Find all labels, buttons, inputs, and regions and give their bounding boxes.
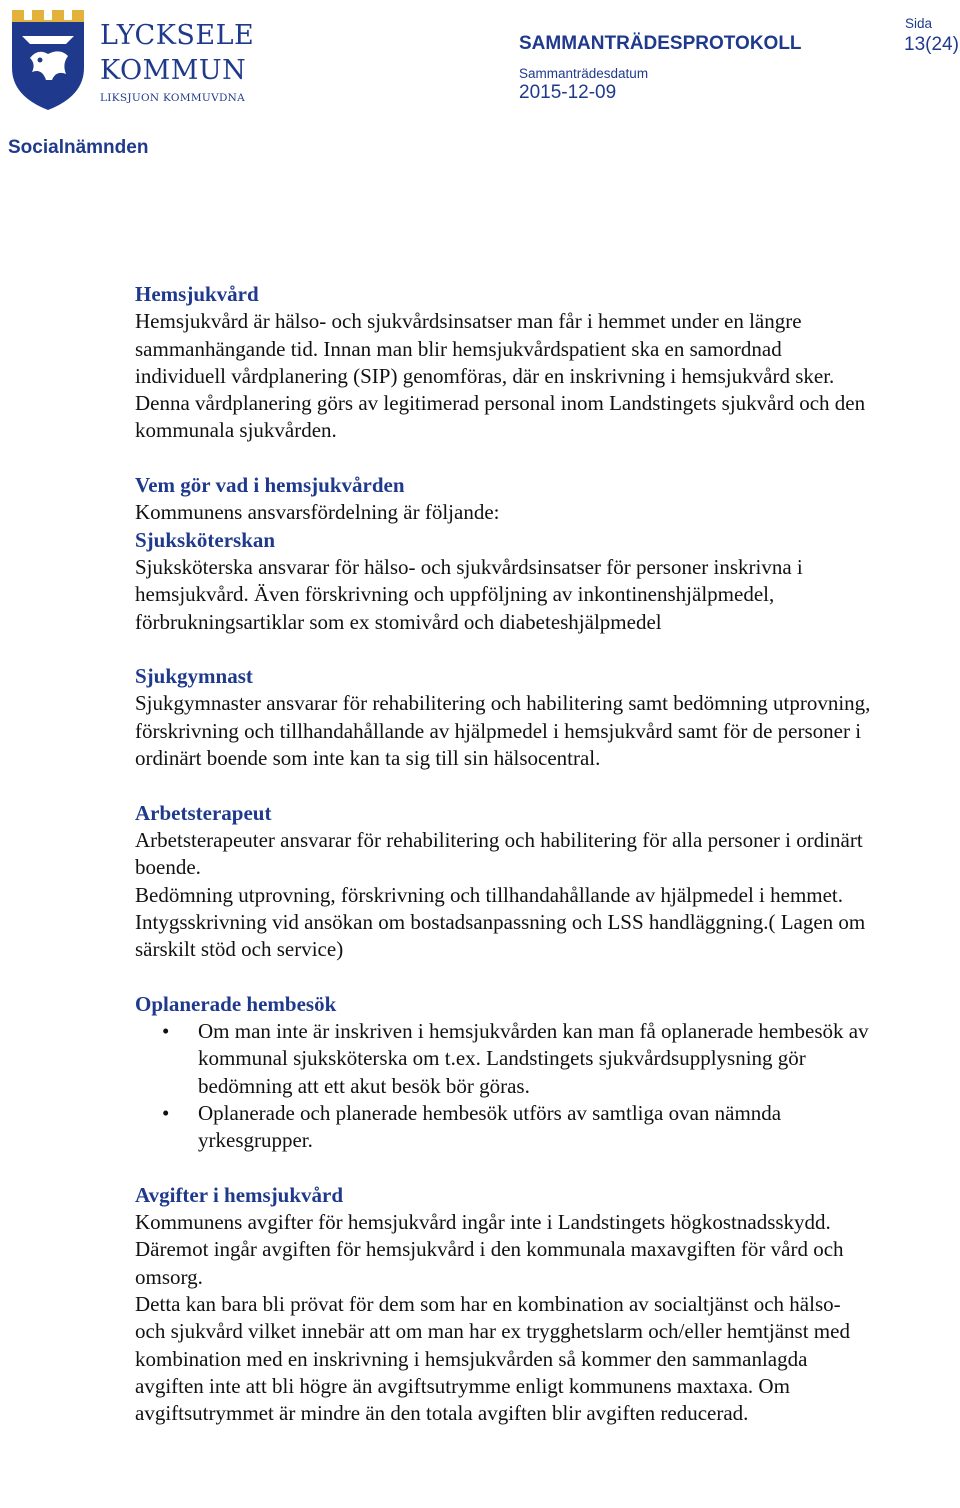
paragraph-hemsjukvard: Hemsjukvård är hälso- och sjukvårdsinsatser man får i hemmet under en längre sammanhängande tid. Innan man blir hemsjukvårdspatient ska en samordnad individuell vårdplanering (SIP) genomföras, där en inskrivning i hemsjukvård sker. Denna vårdplanering görs av legitimerad personal inom Landstingets sjukvård och den kommunala sjukvården.: [135, 309, 866, 443]
paragraph-avgifter-2: Detta kan bara bli prövat för dem som har en kombination av socialtjänst och hälso- och sjukvård vilket innebär att om man har ex trygghetslarm och/eller hemtjänst med kombination med en inskrivning i hemsjukvården så kommer den sammanlagda avgiften inte att bli högre än avgiftsutrymme enligt kommunens maxtaxa. Om avgiftsutrymmet är mindre än den totala avgiften blir avgiften reducerad.: [135, 1291, 850, 1426]
section-heading-avgifter: Avgifter i hemsjukvård: [135, 1182, 344, 1207]
meeting-date: 2015-12-09: [519, 82, 617, 103]
protocol-title: SAMMANTRÄDESPROTOKOLL: [519, 33, 802, 54]
list-item-text: Oplanerade och planerade hembesök utförs av samtliga ovan nämnda yrkesgrupper.: [198, 1100, 782, 1153]
paragraph-vem: Kommunens ansvarsfördelning är följande:: [135, 500, 500, 525]
bullet-icon: •: [162, 1100, 170, 1125]
section-heading-sjukgymnast: Sjukgymnast: [135, 664, 253, 689]
section-heading-sjukskoterskan: Sjuksköterskan: [135, 527, 276, 552]
section-heading-vem: Vem gör vad i hemsjukvården: [135, 473, 405, 498]
logo-wordmark: [100, 22, 254, 104]
paragraph-arbetsterapeut-2: Bedömning utprovning, förskrivning och tillhandahållande av hjälpmedel i hemmet. Intygsskrivning vid ansökan om bostadsanpassning och LSS handläggning.( Lagen om särskilt stöd och service): [135, 882, 866, 962]
department-name: Socialnämnden: [8, 137, 149, 158]
list-item: [135, 1018, 875, 1100]
list-item-text: Om man inte är inskriven i hemsjukvården kan man få oplanerade hembesök av kommunal sjuksköterska om t.ex. Landstingets sjukvårdsupplysning gör bedömning att ett akut besök bör göras.: [198, 1019, 869, 1098]
bullet-list: [135, 1018, 875, 1154]
page-number: 13(24): [904, 34, 959, 55]
section-heading-oplanerade: Oplanerade hembesök: [135, 991, 337, 1016]
list-item: [135, 1100, 875, 1155]
bullet-icon: •: [162, 1019, 170, 1044]
logo-line-3: LIKSJUON KOMMUVDNA: [100, 92, 246, 104]
paragraph-arbetsterapeut-1: Arbetsterapeuter ansvarar för rehabilitering och habilitering för alla personer i ordinärt boende.: [135, 827, 863, 880]
section-heading-hemsjukvard: Hemsjukvård: [135, 282, 259, 306]
paragraph-sjukskoterskan: Sjuksköterska ansvarar för hälso- och sjukvårdsinsatser för personer inskrivna i hemsjukvård. Även förskrivning och uppföljning av inkontinenshjälpmedel, förbrukningsartiklar som ex stomivård och diabeteshjälpmedel: [135, 554, 803, 634]
coat-of-arms-icon: [8, 8, 88, 112]
document-body: [135, 281, 875, 1427]
logo-line-2: KOMMUN: [100, 55, 247, 86]
meeting-date-label: Sammanträdesdatum: [519, 66, 649, 81]
logo-line-1: LYCKSELE: [100, 20, 255, 51]
paragraph-avgifter-1: Kommunens avgifter för hemsjukvård ingår inte i Landstingets högkostnadsskydd. Däremot ingår avgiften för hemsjukvård i den kommunala maxavgiften för vård och omsorg.: [135, 1210, 844, 1289]
section-heading-arbetsterapeut: Arbetsterapeut: [135, 800, 272, 825]
paragraph-sjukgymnast: Sjukgymnaster ansvarar för rehabilitering och habilitering samt bedömning utprovning, förskrivning och tillhandahållande av hjälpmedel i hemsjukvård samt för de personer i ordinärt boende som inte kan ta sig till sin hälsocentral.: [135, 691, 871, 771]
page-label: Sida: [905, 16, 933, 31]
municipality-logo: [8, 8, 255, 112]
